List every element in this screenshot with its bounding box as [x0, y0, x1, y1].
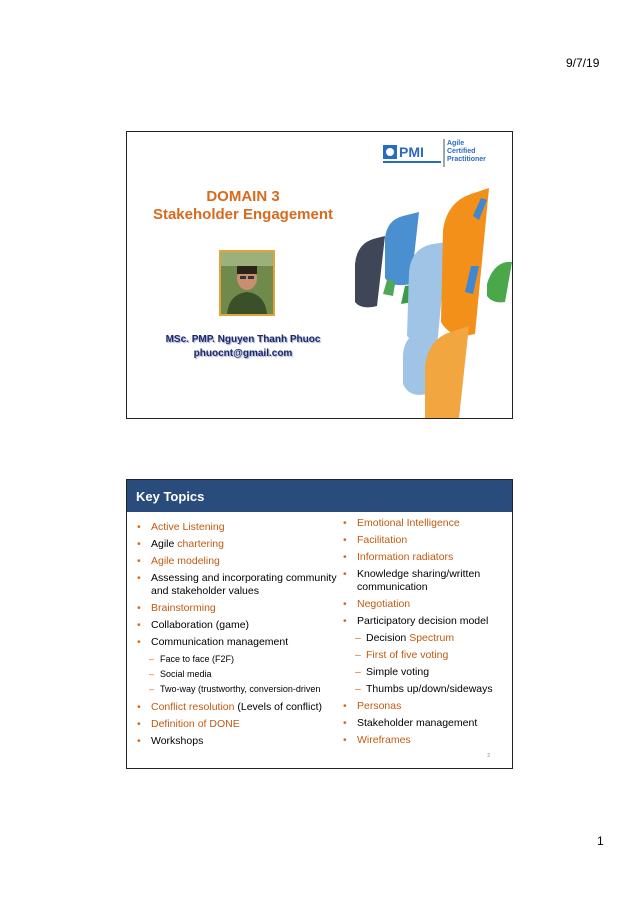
bullet-icon: •	[137, 555, 141, 567]
list-item	[127, 735, 339, 748]
sub-text: Simple voting	[366, 666, 430, 678]
topic-text: Personas	[357, 700, 402, 712]
topics-left-column	[127, 521, 339, 752]
pmi-badge	[447, 140, 486, 164]
sub-text: Decision	[366, 632, 410, 644]
topic-text: Participatory decision model	[357, 615, 489, 627]
bullet-icon: •	[137, 718, 141, 730]
sub-text: Thumbs up/down/sideways	[366, 683, 493, 695]
topic-text: Definition of DONE	[151, 718, 240, 730]
slide-header-title: Key Topics	[136, 489, 205, 504]
dash-icon: –	[355, 683, 361, 695]
sub-item	[127, 668, 339, 680]
topic-text: Collaboration (game)	[151, 619, 250, 631]
decorative-shapes	[347, 186, 512, 418]
dash-icon: –	[149, 669, 155, 679]
dash-icon: –	[355, 666, 361, 678]
pmi-badge-line-1: Agile	[447, 140, 465, 147]
list-item	[333, 598, 511, 611]
topic-text: (Levels of conflict)	[234, 701, 323, 713]
bullet-icon: •	[137, 538, 141, 550]
list-item	[333, 568, 511, 594]
slide-title	[137, 188, 349, 224]
author-block	[137, 333, 349, 361]
topic-text: Active Listening	[151, 521, 225, 533]
pmi-badge-line-3: Practitioner	[447, 156, 486, 163]
dash-icon: –	[355, 649, 361, 661]
topic-text: Stakeholder management	[357, 717, 478, 729]
topic-text: Negotiation	[357, 598, 411, 610]
pmi-badge-line-2: Certified	[447, 148, 476, 155]
bullet-icon: •	[137, 619, 141, 631]
list-item	[127, 619, 339, 632]
bullet-icon: •	[343, 700, 347, 712]
author-photo	[219, 250, 275, 316]
sub-item	[333, 683, 511, 696]
bullet-icon: •	[343, 568, 347, 580]
bullet-icon: •	[137, 636, 141, 648]
bullet-icon: •	[137, 701, 141, 713]
list-item	[127, 701, 339, 714]
author-email: phuocnt@gmail.com	[193, 348, 293, 359]
sub-item	[333, 632, 511, 645]
sub-item	[127, 653, 339, 665]
topic-text: Emotional Intelligence	[357, 517, 460, 529]
topic-highlight: Conflict resolution	[151, 701, 235, 713]
list-item	[333, 615, 511, 628]
bullet-icon: •	[343, 717, 347, 729]
topic-text: Agile	[151, 538, 178, 550]
bullet-icon: •	[137, 602, 141, 614]
topics-right-column	[333, 517, 511, 751]
bullet-icon: •	[137, 521, 141, 533]
dash-icon: –	[149, 654, 155, 664]
topic-text: Brainstorming	[151, 602, 216, 614]
list-item	[333, 517, 511, 530]
list-item	[127, 636, 339, 649]
list-item	[333, 534, 511, 547]
bullet-icon: •	[343, 551, 347, 563]
sub-item	[127, 683, 339, 695]
sub-text: Social media	[160, 669, 212, 679]
title-line-1: DOMAIN 3	[206, 188, 280, 205]
topic-text: Wireframes	[357, 734, 411, 746]
topic-text: Communication management	[151, 636, 289, 648]
topic-text: Knowledge sharing/written communication	[357, 568, 481, 593]
topic-text: Assessing and incorporating community and stakeholder values	[151, 572, 337, 597]
dash-icon: –	[355, 632, 361, 644]
sub-highlight: Spectrum	[409, 632, 455, 644]
list-item	[127, 521, 339, 534]
topic-text: Agile modeling	[151, 555, 220, 567]
bullet-icon: •	[343, 598, 347, 610]
sub-item	[333, 649, 511, 662]
topic-highlight: chartering	[177, 538, 224, 550]
author-name: MSc. PMP. Nguyen Thanh Phuoc	[165, 334, 321, 345]
bullet-icon: •	[343, 517, 347, 529]
topic-text: Information radiators	[357, 551, 454, 563]
list-item	[333, 717, 511, 730]
list-item	[127, 555, 339, 568]
bullet-icon: •	[343, 734, 347, 746]
slide-number: 2	[487, 753, 490, 759]
list-item	[333, 551, 511, 564]
sub-text: Two-way (trustworthy, conversion-driven	[160, 684, 321, 694]
page-number: 1	[597, 834, 604, 848]
pmi-wordmark: PMI	[399, 144, 424, 160]
slide-header	[127, 480, 512, 512]
bullet-icon: •	[343, 534, 347, 546]
bullet-icon: •	[137, 572, 141, 584]
list-item	[333, 734, 511, 747]
list-item	[333, 700, 511, 713]
key-topics-slide	[126, 479, 513, 769]
list-item	[127, 572, 339, 598]
list-item	[127, 718, 339, 731]
page-date: 9/7/19	[566, 56, 600, 70]
list-item	[127, 602, 339, 615]
title-line-2: Stakeholder Engagement	[152, 206, 334, 223]
bullet-icon: •	[137, 735, 141, 747]
topic-text: Facilitation	[357, 534, 408, 546]
list-item	[127, 538, 339, 551]
dash-icon: –	[149, 684, 155, 694]
sub-text: Face to face (F2F)	[160, 654, 235, 664]
bullet-icon: •	[343, 615, 347, 627]
title-slide	[126, 131, 513, 419]
topic-text: Workshops	[151, 735, 204, 747]
sub-highlight: First of five voting	[366, 649, 449, 661]
sub-item	[333, 666, 511, 679]
